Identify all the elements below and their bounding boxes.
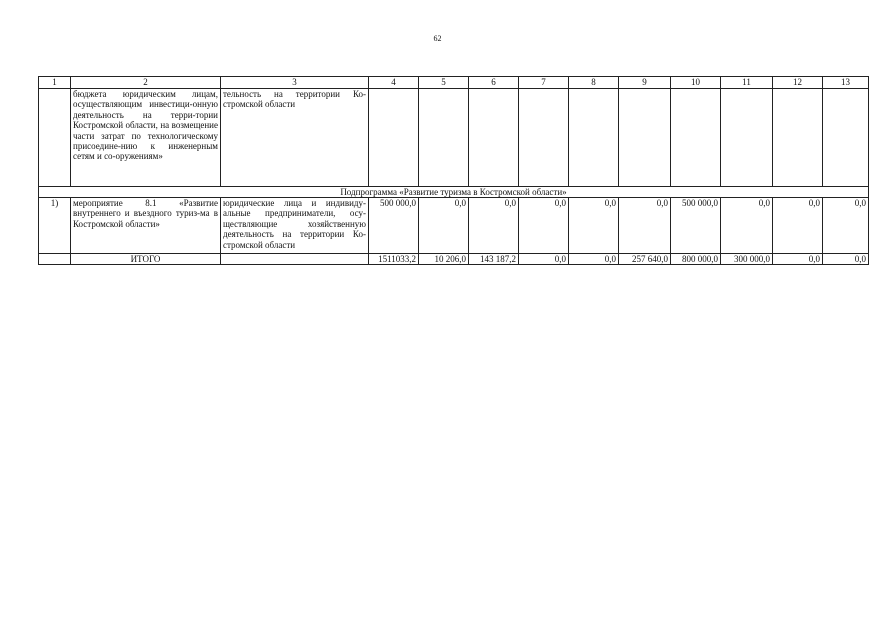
total-value-cell: 0,0 [823,254,869,265]
total-value-cell: 0,0 [519,254,569,265]
value-cell: 0,0 [823,198,869,254]
row-index-cell [39,89,71,187]
value-cell: 0,0 [721,198,773,254]
row-index-cell: 1) [39,198,71,254]
column-number: 4 [369,77,419,89]
value-cell: 0,0 [619,198,671,254]
value-cell [619,89,671,187]
column-number: 5 [419,77,469,89]
total-value-cell: 257 640,0 [619,254,671,265]
total-value-cell: 800 000,0 [671,254,721,265]
total-value-cell: 0,0 [773,254,823,265]
column-number: 13 [823,77,869,89]
subprogram-row [39,187,869,198]
recipients-cell: юридические лица и индивиду-альные предприниматели, осу-ществляющие хозяйственную деятельность на территории Ко-стромской области [221,198,369,254]
value-cell [569,89,619,187]
value-cell [519,89,569,187]
total-value-cell: 0,0 [569,254,619,265]
value-cell [419,89,469,187]
column-number: 8 [569,77,619,89]
value-cell [469,89,519,187]
subprogram-title: Подпрограмма «Развитие туризма в Костромской области» [39,187,869,198]
value-cell: 0,0 [469,198,519,254]
value-cell: 0,0 [569,198,619,254]
total-value-cell: 10 206,0 [419,254,469,265]
total-label: ИТОГО [71,254,221,265]
column-number-row [39,77,869,89]
value-cell: 0,0 [519,198,569,254]
total-value-cell: 1511033,2 [369,254,419,265]
column-number: 12 [773,77,823,89]
column-number: 9 [619,77,671,89]
description-cell: мероприятие 8.1 «Развитие внутреннего и въездного туриз-ма в Костромской области» [71,198,221,254]
table-row-measure [39,198,869,254]
column-number: 3 [221,77,369,89]
value-cell: 500 000,0 [369,198,419,254]
column-number: 2 [71,77,221,89]
total-value-cell: 143 187,2 [469,254,519,265]
value-cell: 0,0 [773,198,823,254]
column-number: 11 [721,77,773,89]
value-cell [671,89,721,187]
row-index-cell [39,254,71,265]
column-number: 6 [469,77,519,89]
value-cell [721,89,773,187]
column-number: 10 [671,77,721,89]
value-cell [823,89,869,187]
total-value-cell: 300 000,0 [721,254,773,265]
page-number: 62 [433,34,442,43]
recipients-cell [221,254,369,265]
description-cell: бюджета юридическим лицам, осуществляющим инвестици-онную деятельность на терри-тории Костромской области, на возмещение части затрат по технологическому присоедине-нию к инженерным сетям и со-оружениям» [71,89,221,187]
budget-table [38,76,869,265]
recipients-cell: тельность на территории Ко-стромской области [221,89,369,187]
column-number: 1 [39,77,71,89]
value-cell [369,89,419,187]
value-cell [773,89,823,187]
table-row-continuation [39,89,869,187]
value-cell: 500 000,0 [671,198,721,254]
column-number: 7 [519,77,569,89]
table-row-total [39,254,869,265]
value-cell: 0,0 [419,198,469,254]
